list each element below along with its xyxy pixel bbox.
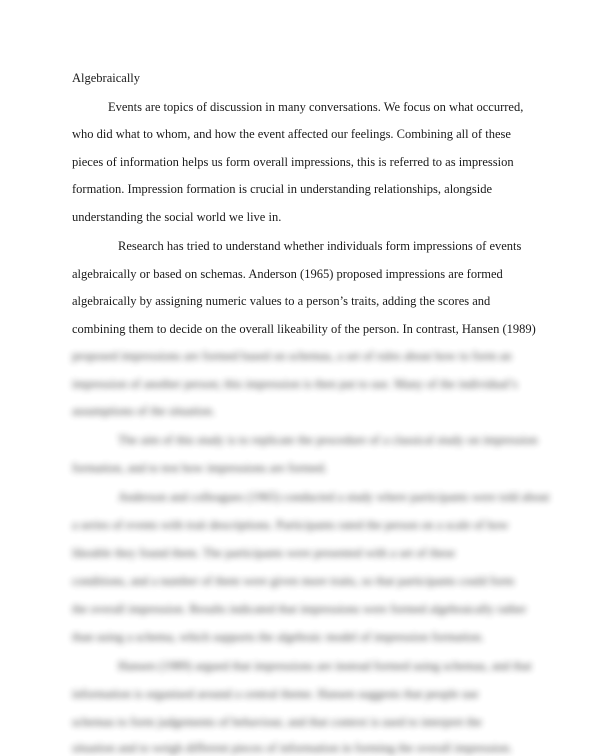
blurred-line: than using a schema, which supports the algebraic model of impression formation. bbox=[72, 630, 485, 644]
paragraph1-line-1: Events are topics of discussion in many conversations. We focus on what occurred, bbox=[108, 100, 524, 114]
blurred-line: assumptions of the situation. bbox=[72, 404, 216, 418]
blurred-line: conditions, and a number of them were given more traits, so that participants could form bbox=[72, 574, 515, 588]
blurred-preview-region bbox=[0, 340, 601, 755]
paragraph1-line-3: pieces of information helps us form overall impressions, this is referred to as impression bbox=[72, 155, 514, 169]
paragraph2-line-2: algebraically or based on schemas. Anderson (1965) proposed impressions are formed bbox=[72, 267, 503, 281]
paragraph2-line-3: algebraically by assigning numeric values to a person’s traits, adding the scores and bbox=[72, 294, 491, 308]
blurred-line: the overall impression. Results indicated that impressions were formed algebraically rather bbox=[72, 602, 527, 616]
paragraph1-line-5: understanding the social world we live in. bbox=[72, 210, 282, 224]
blurred-line: schemas to form judgements of behaviour, and that context is used to interpret the bbox=[72, 715, 482, 729]
blurred-line: a series of events with trait descriptions. Participants rated the person on a scale of how bbox=[72, 518, 509, 532]
blurred-line: Anderson and colleagues (1965) conducted a study where participants were told about bbox=[118, 490, 550, 504]
document-title: Algebraically bbox=[72, 71, 141, 85]
blurred-line: The aim of this study is to replicate the procedure of a classical study on impression bbox=[118, 433, 538, 447]
paragraph1-line-4: formation. Impression formation is crucial in understanding relationships, alongside bbox=[72, 182, 493, 196]
paragraph1-line-2: who did what to whom, and how the event affected our feelings. Combining all of these bbox=[72, 127, 511, 141]
paragraph2-line-4: combining them to decide on the overall likeability of the person. In contrast, Hansen (1989) bbox=[72, 322, 536, 336]
blurred-line: Hansen (1989) argued that impressions are instead formed using schemas, and that bbox=[118, 659, 532, 673]
blurred-line: situation and to weigh different pieces of information in forming the overall impression. bbox=[72, 741, 513, 755]
blurred-line: proposed impressions are formed based on schemas, a set of rules about how to form an bbox=[72, 349, 512, 363]
blurred-line: likeable they found them. The participants were presented with a set of these bbox=[72, 546, 456, 560]
blurred-line: impression of another person; this impression is then put to use. Many of the individual’s bbox=[72, 377, 518, 391]
paragraph2-line-1: Research has tried to understand whether individuals form impressions of events bbox=[118, 239, 522, 253]
blurred-line: formation, and to test how impressions are formed. bbox=[72, 461, 328, 475]
blurred-line: information is organised around a central theme. Hansen suggests that people use bbox=[72, 687, 479, 701]
